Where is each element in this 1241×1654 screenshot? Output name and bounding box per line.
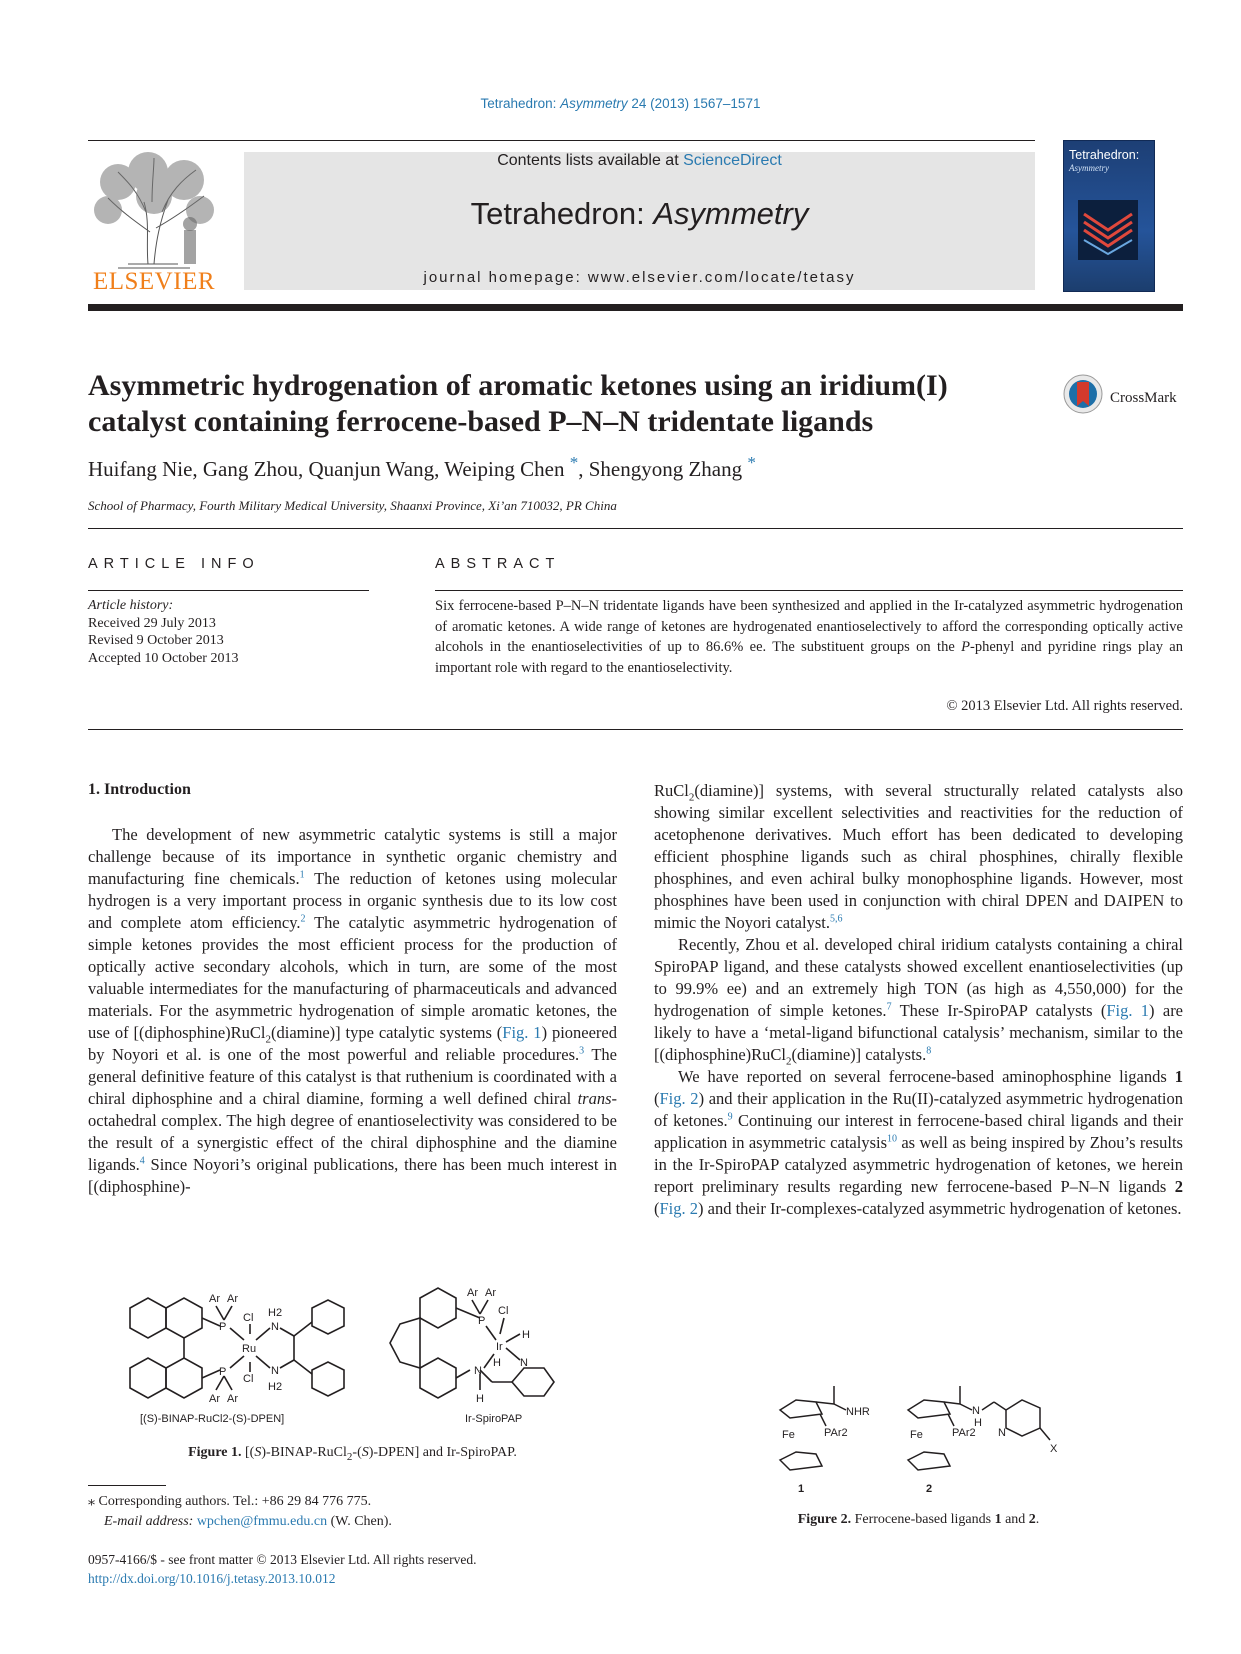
cover-subtitle: Asymmetry [1069,163,1109,173]
left-column [88,824,617,1198]
abstract-part: -phenyl and pyridine rings play an important role with regard to the enantioselectivity. [435,639,1183,676]
right-column [654,780,1183,1220]
author-name: Weiping Chen [444,457,565,481]
contents-line [244,152,1035,170]
crossmark-icon[interactable] [1063,374,1103,414]
figure-1-structures [120,1278,590,1428]
citation-ref[interactable]: 7 [886,1001,892,1013]
atom-label: H2 [268,1381,283,1393]
figure-link[interactable]: Fig. 1 [502,1023,542,1042]
compound-number: 1 [798,1483,805,1495]
citation-journal: Asymmetry [560,96,628,111]
paragraph: RuCl$_2$(diamine)] systems, with several structurally related catalysts also showing similar excellent selectivities and reactivities for the reduction of acetophenone derivatives. Much effort has been dedicated to developing efficient phosphine ligands such as chiral phosphines, chirally flexible phosphines, and even achiral bulky monophosphine ligands. However, most phosphines have been used in conjunction with chiral DPEN and DAIPEN to mimic the Noyori catalyst.$^{5,6}$ [654,781,1183,932]
front-matter [88,1550,477,1588]
atom-label: Fe [910,1429,923,1441]
header-thick-rule [88,304,1183,311]
citation-ref[interactable]: 2 [300,913,306,925]
figure-2-caption: Figure 2. Ferrocene-based ligands 1 and 2. [797,1512,1040,1527]
caption-label: Figure 2. [797,1512,852,1527]
atom-label: Ar [209,1393,220,1405]
atom-label: P [478,1315,486,1327]
doi-link[interactable]: http://dx.doi.org/10.1016/j.tetasy.2013.10.012 [88,1571,336,1586]
atom-label: NHR [846,1406,870,1418]
journal-name [244,196,1035,232]
footnote-mark: ⁎ [88,1494,95,1509]
author-name: Shengyong Zhang [588,457,743,481]
atom-label: N [520,1357,528,1369]
atom-label: Cl [243,1373,254,1385]
paragraph: The development of new asymmetric catalytic systems is still a major challenge because of its importance in synthetic organic chemistry and manufacturing fine chemicals.$^1$ The reduction of ketones using molecular hydrogen is a very important process in organic synthesis due to its low cost and complete atom efficiency.$^2$ The catalytic asymmetric hydrogenation of simple ketones provides the most efficient process for the production of optically active secondary alcohols, which in turn, are some of the most valuable intermediates for the manufacturing of pharmaceuticals and advanced materials. For the asymmetric hydrogenation of simple aromatic ketones, the use of [(diphosphine)RuCl$_2$(diamine)] type catalytic systems (Fig. 1) pioneered by Noyori et al. is one of the most powerful and reliable procedures.$^3$ The general definitive feature of this catalyst is that ruthenium is coordinated with a chiral diphosphine and a chiral diamine, forming a well defined chiral trans-octahedral complex. The high degree of enantioselectivity was considered to be the result of a synergistic effect of the chiral diphosphine and the diamine ligands.$^4$ Since Noyori’s original publications, there has been much interest in [(diphosphine)- [88,825,618,1196]
compound-number: 2 [926,1483,933,1495]
elsevier-wordmark: ELSEVIER [92,268,216,295]
atom-label: PAr2 [824,1427,848,1439]
issn-line: 0957-4166/$ - see front matter © 2013 Elsevier Ltd. All rights reserved. [88,1552,477,1567]
atom-label: Ar [467,1287,478,1299]
citation-prefix: Tetrahedron: [480,96,561,111]
atom-label: N [271,1365,279,1377]
atom-label: Cl [498,1305,509,1317]
author-name: Gang Zhou [202,457,298,481]
title-line-2: catalyst containing ferrocene-based P–N–N tridentate ligands [88,405,874,438]
citation-volume: 24 (2013) 1567–1571 [627,96,761,111]
figure-1-caption: Figure 1. [(S)-BINAP-RuCl$_2$-(S)-DPEN] and Ir-SpiroPAP. [188,1445,517,1463]
corresponding-mark[interactable]: * [569,453,579,472]
journal-citation[interactable] [0,96,1241,111]
paragraph: Recently, Zhou et al. developed chiral iridium catalysts containing a chiral SpiroPAP ligand, and these catalysts showed excellent enantioselectivities (up to 99.9% ee) and an extremely high TON (as high as 4,550,000) for the hydrogenation of simple ketones.$^7$ These Ir-SpiroPAP catalysts (Fig. 1) are likely to have a ‘metal-ligand bifunctional catalysis’ mechanism, similar to the [(diphosphine)RuCl$_2$(diamine)] catalysts.$^8$ [654,935,1184,1068]
atom-label: H [493,1357,501,1369]
atom-label: Ar [227,1293,238,1305]
journal-name-plain: Tetrahedron: [470,196,654,231]
sciencedirect-link[interactable]: ScienceDirect [683,152,782,169]
footnote-rule [88,1485,166,1486]
title-line-1: Asymmetric hydrogenation of aromatic ketones using an iridium(I) [88,369,948,402]
author-name: Huifang Nie [88,457,193,481]
atom-label: Ar [227,1393,238,1405]
citation-ref[interactable]: 3 [579,1045,585,1057]
atom-label: Ru [242,1343,257,1355]
email-owner: (W. Chen). [327,1514,392,1529]
atom-label: X [1050,1443,1058,1455]
figure-link[interactable]: Fig. 1 [1106,1001,1150,1020]
figure-link[interactable]: Fig. 2 [659,1199,699,1218]
atom-label: N [271,1321,279,1333]
divider [88,528,1183,529]
abstract-text [435,596,1183,678]
citation-ref[interactable]: 5,6 [829,913,843,925]
citation-ref[interactable]: 9 [727,1111,733,1123]
atom-label: N [998,1427,1006,1439]
cover-title: Tetrahedron: [1069,148,1140,162]
abstract-part: Six ferrocene-based P–N–N tridentate ligands have been synthesized and applied in the Ir-catalyzed asymmetric hydrogenation of aromatic ketones. A wide range of ketones are hydrogenated enantioselectively to afford the corresponding optically active alcohols in the enantioselectivities of up to 86.6% ee. The substituent groups on the [435,598,1183,655]
citation-ref[interactable]: 4 [139,1155,145,1167]
revised-date: Revised 9 October 2013 [88,633,224,648]
divider [88,590,369,591]
affiliation: School of Pharmacy, Fourth Military Medical University, Shaanxi Province, Xi’an 710032, PR China [88,498,617,513]
contents-prefix: Contents lists available at [497,152,684,169]
article-title [88,368,1048,440]
compound-label: [(S)-BINAP-RuCl2-(S)-DPEN] [140,1413,285,1425]
abstract-copyright: © 2013 Elsevier Ltd. All rights reserved. [946,698,1183,714]
atom-label: H2 [268,1307,283,1319]
atom-label: PAr2 [952,1427,976,1439]
atom-label: Cl [243,1312,254,1324]
received-date: Received 29 July 2013 [88,615,216,631]
atom-label: H [522,1329,530,1341]
figure-2-structures [760,1380,1080,1495]
citation-ref[interactable]: 10 [887,1133,897,1145]
author-name: Quanjun Wang [308,457,435,481]
paragraph: We have reported on several ferrocene-based aminophosphine ligands 1 (Fig. 2) and their application in the Ru(II)-catalyzed asymmetric hydrogenation of ketones.$^9$ Continuing our interest in ferrocene-based chiral ligands and their application in asymmetric catalysis$^{10}$ as well as being inspired by Zhou’s results in the Ir-SpiroPAP catalyzed asymmetric hydrogenation of ketones, we herein report preliminary results regarding new ferrocene-based P–N–N ligands 2 (Fig. 2) and their Ir-complexes-catalyzed asymmetric hydrogenation of ketones. [654,1067,1184,1218]
email-label: E-mail address: [104,1514,197,1529]
journal-homepage[interactable]: journal homepage: www.elsevier.com/locate/tetasy [423,269,856,286]
atom-label: N [474,1365,482,1377]
figure-link[interactable]: Fig. 2 [659,1089,699,1108]
atom-label: Ar [209,1293,220,1305]
article-history [88,597,238,667]
accepted-date: Accepted 10 October 2013 [88,650,239,666]
atom-label: Ir [496,1341,503,1353]
footnote [88,1492,392,1532]
divider [435,590,1183,591]
corresponding-mark[interactable]: * [747,453,756,472]
section-heading: 1. Introduction [88,781,191,798]
atom-label: P [219,1366,227,1378]
cover-graphic [1078,200,1138,260]
footnote-text: Corresponding authors. Tel.: +86 29 84 776 775. [95,1494,372,1509]
caption-label: Figure 1. [188,1445,242,1460]
email-link[interactable]: wpchen@fmmu.edu.cn [196,1514,328,1529]
atom-label: N [972,1405,980,1417]
citation-ref[interactable]: 1 [299,869,305,881]
atom-label: Ar [485,1287,496,1299]
atom-label: P [219,1321,227,1333]
abstract-heading: ABSTRACT [435,556,561,572]
citation-ref[interactable]: 8 [926,1045,932,1057]
author-list: Huifang Nie, Gang Zhou, Quanjun Wang, Weiping Chen *, Shengyong Zhang * [88,453,756,481]
header-rule [88,140,1035,141]
article-info-heading: ARTICLE INFO [88,556,260,572]
crossmark-label[interactable]: CrossMark [1110,390,1177,406]
journal-name-italic: Asymmetry [653,196,809,231]
atom-label: H [476,1393,484,1405]
atom-label: H [974,1417,982,1429]
abstract-italic: P [961,639,970,655]
divider [88,729,1183,730]
atom-label: Fe [782,1429,795,1441]
history-label: Article history: [88,598,174,613]
compound-label: Ir-SpiroPAP [465,1413,523,1425]
